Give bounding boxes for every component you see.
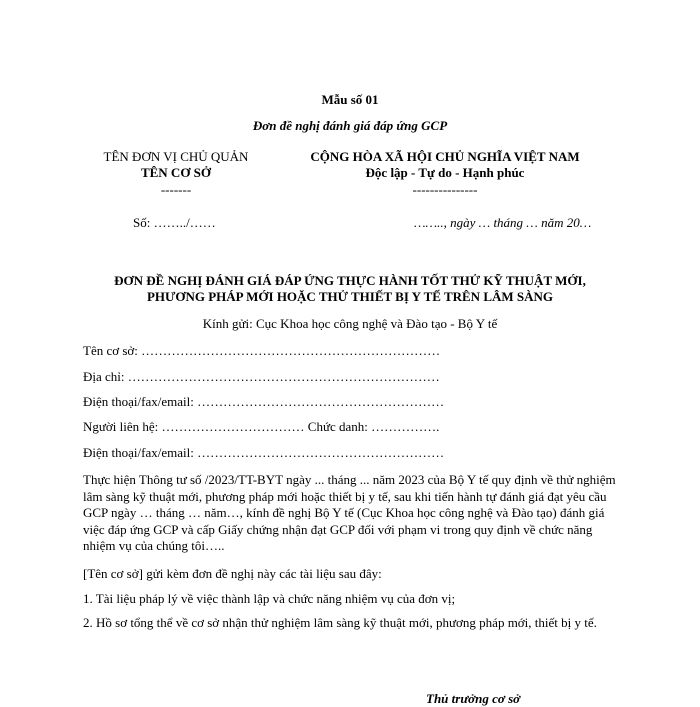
document-title-line1: ĐƠN ĐỀ NGHỊ ĐÁNH GIÁ ĐÁP ỨNG THỰC HÀNH TỐT THỬ KỸ THUẬT MỚI, <box>114 273 586 288</box>
header-left-divider: ------- <box>160 182 192 197</box>
field-address: Địa chỉ: ……………………………………………………………… <box>83 369 440 384</box>
field-contact-person: Người liên hệ: …………………………… Chức danh: ……………. <box>83 419 440 434</box>
document-title-line2: PHƯƠNG PHÁP MỚI HOẶC THỬ THIẾT BỊ Y TẾ TRÊN LÂM SÀNG <box>146 289 554 304</box>
header-right-country: CỘNG HÒA XÃ HỘI CHỦ NGHĨA VIỆT NAM <box>310 149 580 164</box>
recipient-line: Kính gửi: Cục Khoa học công nghệ và Đào tạo - Bộ Y tế <box>202 316 498 331</box>
signature-label: Thủ trưởng cơ sở <box>426 691 521 706</box>
header-left-agency: TÊN ĐƠN VỊ CHỦ QUẢN <box>103 149 249 164</box>
reference-number: Số: ……../…… <box>133 215 216 230</box>
field-facility-name: Tên cơ sở: …………………………………………………………… <box>83 343 441 358</box>
attachment-item-2: 2. Hồ sơ tổng thể về cơ sở nhận thử nghiệm lâm sàng kỹ thuật mới, phương pháp mới, thiết bị y tế. <box>83 615 597 630</box>
header-right-divider: --------------- <box>412 182 478 197</box>
form-subtitle: Đơn đề nghị đánh giá đáp ứng GCP <box>252 118 448 133</box>
attachment-item-1: 1. Tài liệu pháp lý về việc thành lập và chức năng nhiệm vụ của đơn vị; <box>83 591 456 606</box>
header-left-facility: TÊN CƠ SỞ <box>140 165 212 180</box>
body-paragraph: Thực hiện Thông tư số /2023/TT-BYT ngày ... tháng ... năm 2023 của Bộ Y tế quy định về thử nghiệm lâm sàng kỹ thuật mới, phương pháp mới hoặc thiết bị y tế, sau khi tiến hành tự đánh giá đạt yêu cầu GCP ngày … tháng … năm…, kính đề nghị Bộ Y tế (Cục Khoa học công nghệ và Đào tạo) đánh giá việc đáp ứng GCP và cấp Giấy chứng nhận đạt GCP đối với phạm vi trong quy định về chức năng nhiệm vụ của chúng tôi….. <box>83 472 616 553</box>
template-number: Mẫu số 01 <box>321 92 379 107</box>
field-phone-fax-email: Điện thoại/fax/email: ………………………………………………… <box>83 394 445 409</box>
field-contact-phone: Điện thoại/fax/email: ………………………………………………… <box>83 445 445 460</box>
reference-date: …….., ngày … tháng … năm 20… <box>414 215 592 230</box>
attachments-intro: [Tên cơ sở] gửi kèm đơn đề nghị này các tài liệu sau đây: <box>83 566 382 581</box>
header-right-motto: Độc lập - Tự do - Hạnh phúc <box>365 165 525 180</box>
